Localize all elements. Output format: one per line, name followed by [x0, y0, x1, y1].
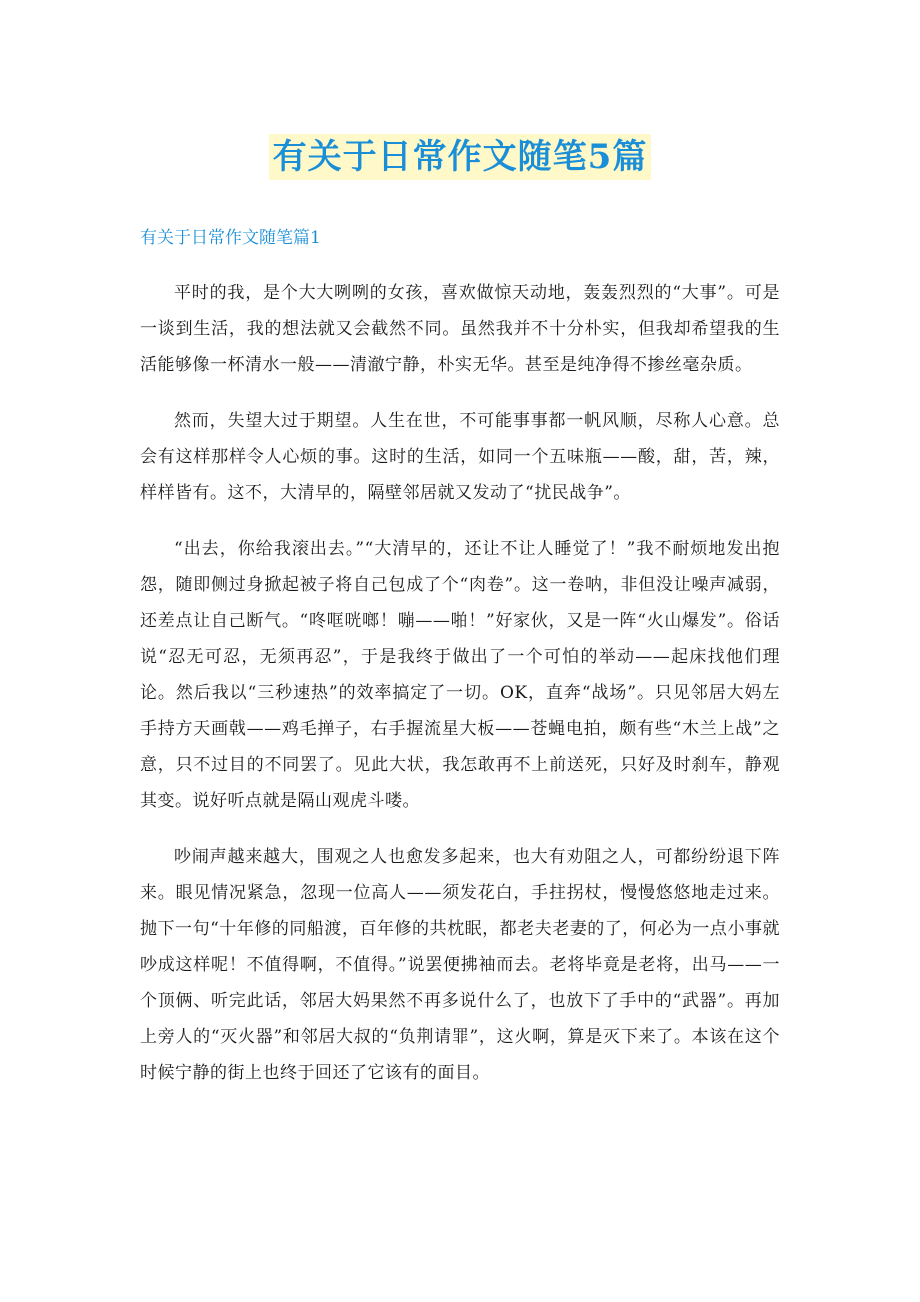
paragraph: 平时的我，是个大大咧咧的女孩，喜欢做惊天动地，轰轰烈烈的“大事”。可是一谈到生活，我的想法就又会截然不同。虽然我并不十分朴实，但我却希望我的生活能够像一杯清水一般——清澈宁静，朴实无华。甚至是纯净得不掺丝毫杂质。: [140, 283, 780, 375]
paragraph: 吵闹声越来越大，围观之人也愈发多起来，也大有劝阻之人，可都纷纷退下阵来。眼见情况紧急，忽现一位高人——须发花白，手拄拐杖，慢慢悠悠地走过来。抛下一句“十年修的同船渡，百年修的共枕眠，都老夫老妻的了，何必为一点小事就吵成这样呢！不值得啊，不值得。”说罢便拂袖而去。老将毕竟是老将，出马——一个顶俩、听完此话，邻居大妈果然不再多说什么了，也放下了手中的“武器”。再加上旁人的“灭火器”和邻居大叔的“负荆请罪”，这火啊，算是灭下来了。本该在这个时候宁静的街上也终于回还了它该有的面目。: [140, 847, 780, 1083]
article-body: [140, 275, 780, 1111]
document-title: 有关于日常作文随笔5篇: [269, 134, 652, 180]
paragraph: “出去，你给我滚出去。”“大清早的，还让不让人睡觉了！”我不耐烦地发出抱怨，随即侧过身掀起被子将自己包成了个“肉卷”。这一卷呐，非但没让噪声减弱，还差点让自己断气。“咚哐咣啷！嘣——啪！”好家伙，又是一阵“火山爆发”。俗话说“忍无可忍，无须再忍”，于是我终于做出了一个可怕的举动——起床找他们理论。然后我以“三秒速热”的效率搞定了一切。OK，直奔“战场”。只见邻居大妈左手持方天画戟——鸡毛掸子，右手握流星大板——苍蝇电拍，颇有些“木兰上战”之意，只不过目的不同罢了。见此大状，我怎敢再不上前送死，只好及时刹车，静观其变。说好听点就是隔山观虎斗喽。: [140, 539, 780, 811]
paragraph: 然而，失望大过于期望。人生在世，不可能事事都一帆风顺，尽称人心意。总会有这样那样令人心烦的事。这时的生活，如同一个五味瓶——酸，甜，苦，辣，样样皆有。这不，大清早的，隔壁邻居就又发动了“扰民战争”。: [140, 411, 780, 503]
section-heading: 有关于日常作文随笔篇1: [140, 228, 321, 248]
title-container: [0, 134, 920, 180]
